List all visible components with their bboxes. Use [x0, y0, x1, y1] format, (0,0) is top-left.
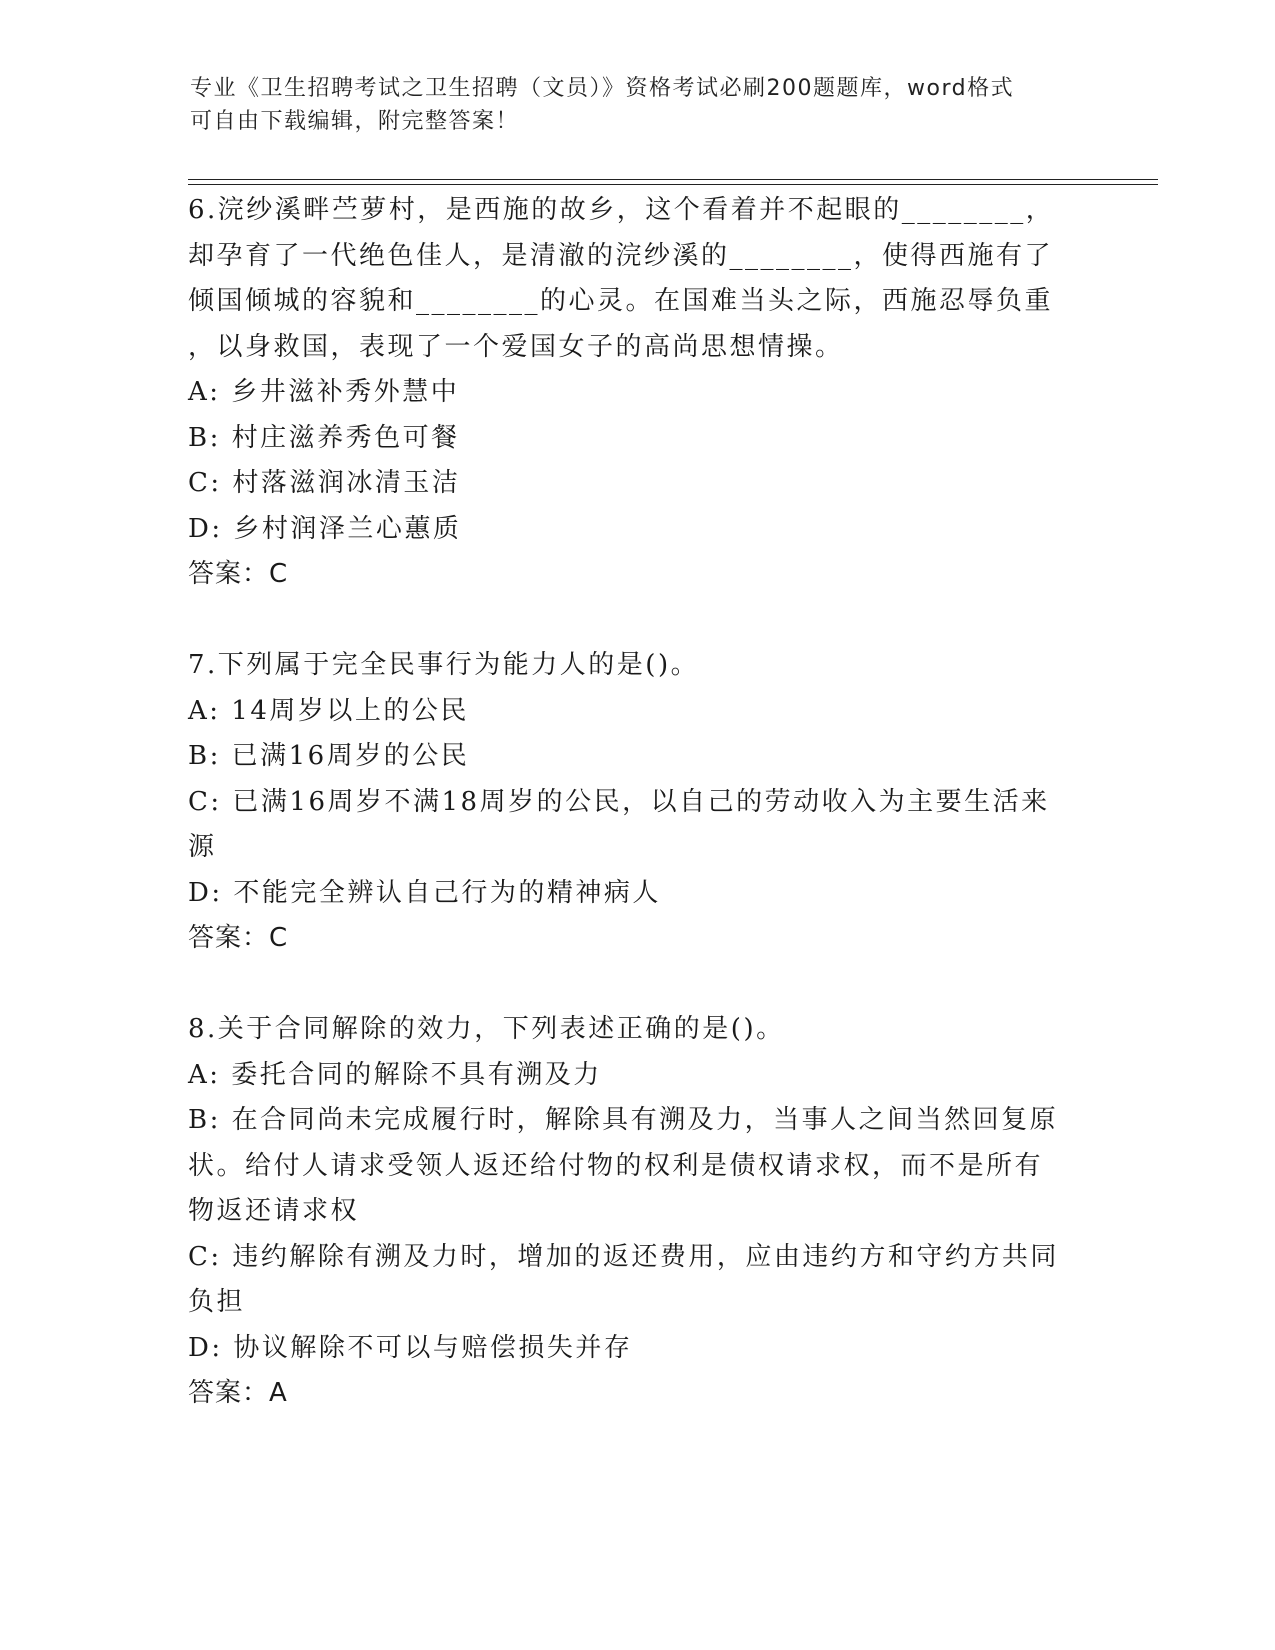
- question-6: [188, 188, 1098, 598]
- header-divider-bottom: [188, 184, 1158, 185]
- option-c-continued: 源: [188, 832, 217, 862]
- question-stem-line: 7.下列属于完全民事行为能力人的是()。: [188, 650, 700, 680]
- option-b-continued: 物返还请求权: [188, 1196, 360, 1226]
- question-stem-line: 8.关于合同解除的效力，下列表述正确的是()。: [188, 1014, 785, 1044]
- option-d: D: 乡村润泽兰心蕙质: [188, 513, 462, 544]
- option-c: C: 村落滋润冰清玉洁: [188, 468, 461, 498]
- option-c: C: 违约解除有溯及力时，增加的返还费用，应由违约方和守约方共同: [188, 1241, 1059, 1272]
- answer-label: 答案：C: [188, 923, 289, 953]
- spacer: [188, 598, 1098, 644]
- question-stem-line: 6.浣纱溪畔苎萝村，是西施的故乡，这个看着并不起眼的________，: [188, 195, 1055, 225]
- header-line-2: 可自由下载编辑，附完整答案！: [190, 109, 520, 134]
- document-header: [190, 72, 1090, 138]
- spacer: [188, 962, 1098, 1008]
- option-a: A: 14周岁以上的公民: [188, 695, 469, 726]
- option-b: B: 村庄滋养秀色可餐: [188, 422, 460, 453]
- option-c-continued: 负担: [188, 1287, 246, 1317]
- question-7: [188, 643, 1098, 962]
- answer-label: 答案：A: [188, 1378, 288, 1408]
- question-stem-line: ，以身救国，表现了一个爱国女子的高尚思想情操。: [188, 331, 844, 362]
- question-8: [188, 1007, 1098, 1417]
- option-b: B: 已满16周岁的公民: [188, 741, 470, 771]
- question-stem-line: 却孕育了一代绝色佳人，是清澈的浣纱溪的________，使得西施有了: [188, 240, 1054, 271]
- question-list: [188, 188, 1098, 1417]
- option-b: B: 在合同尚未完成履行时，解除具有溯及力，当事人之间当然回复原: [188, 1105, 1059, 1135]
- option-a: A: 乡井滋补秀外慧中: [188, 377, 460, 407]
- header-line-1: 专业《卫生招聘考试之卫生招聘（文员）》资格考试必刷200题题库，word格式: [190, 76, 1015, 101]
- option-d: D: 不能完全辨认自己行为的精神病人: [188, 877, 661, 908]
- option-a: A: 委托合同的解除不具有溯及力: [188, 1059, 602, 1090]
- header-divider-top: [188, 179, 1158, 180]
- option-d: D: 协议解除不可以与赔偿损失并存: [188, 1332, 633, 1363]
- answer-label: 答案：C: [188, 559, 289, 589]
- question-stem-line: 倾国倾城的容貌和________的心灵。在国难当头之际，西施忍辱负重: [188, 286, 1054, 316]
- option-b-continued: 状。给付人请求受领人返还给付物的权利是债权请求权，而不是所有: [188, 1150, 1044, 1181]
- option-c: C: 已满16周岁不满18周岁的公民，以自己的劳动收入为主要生活来: [188, 786, 1050, 817]
